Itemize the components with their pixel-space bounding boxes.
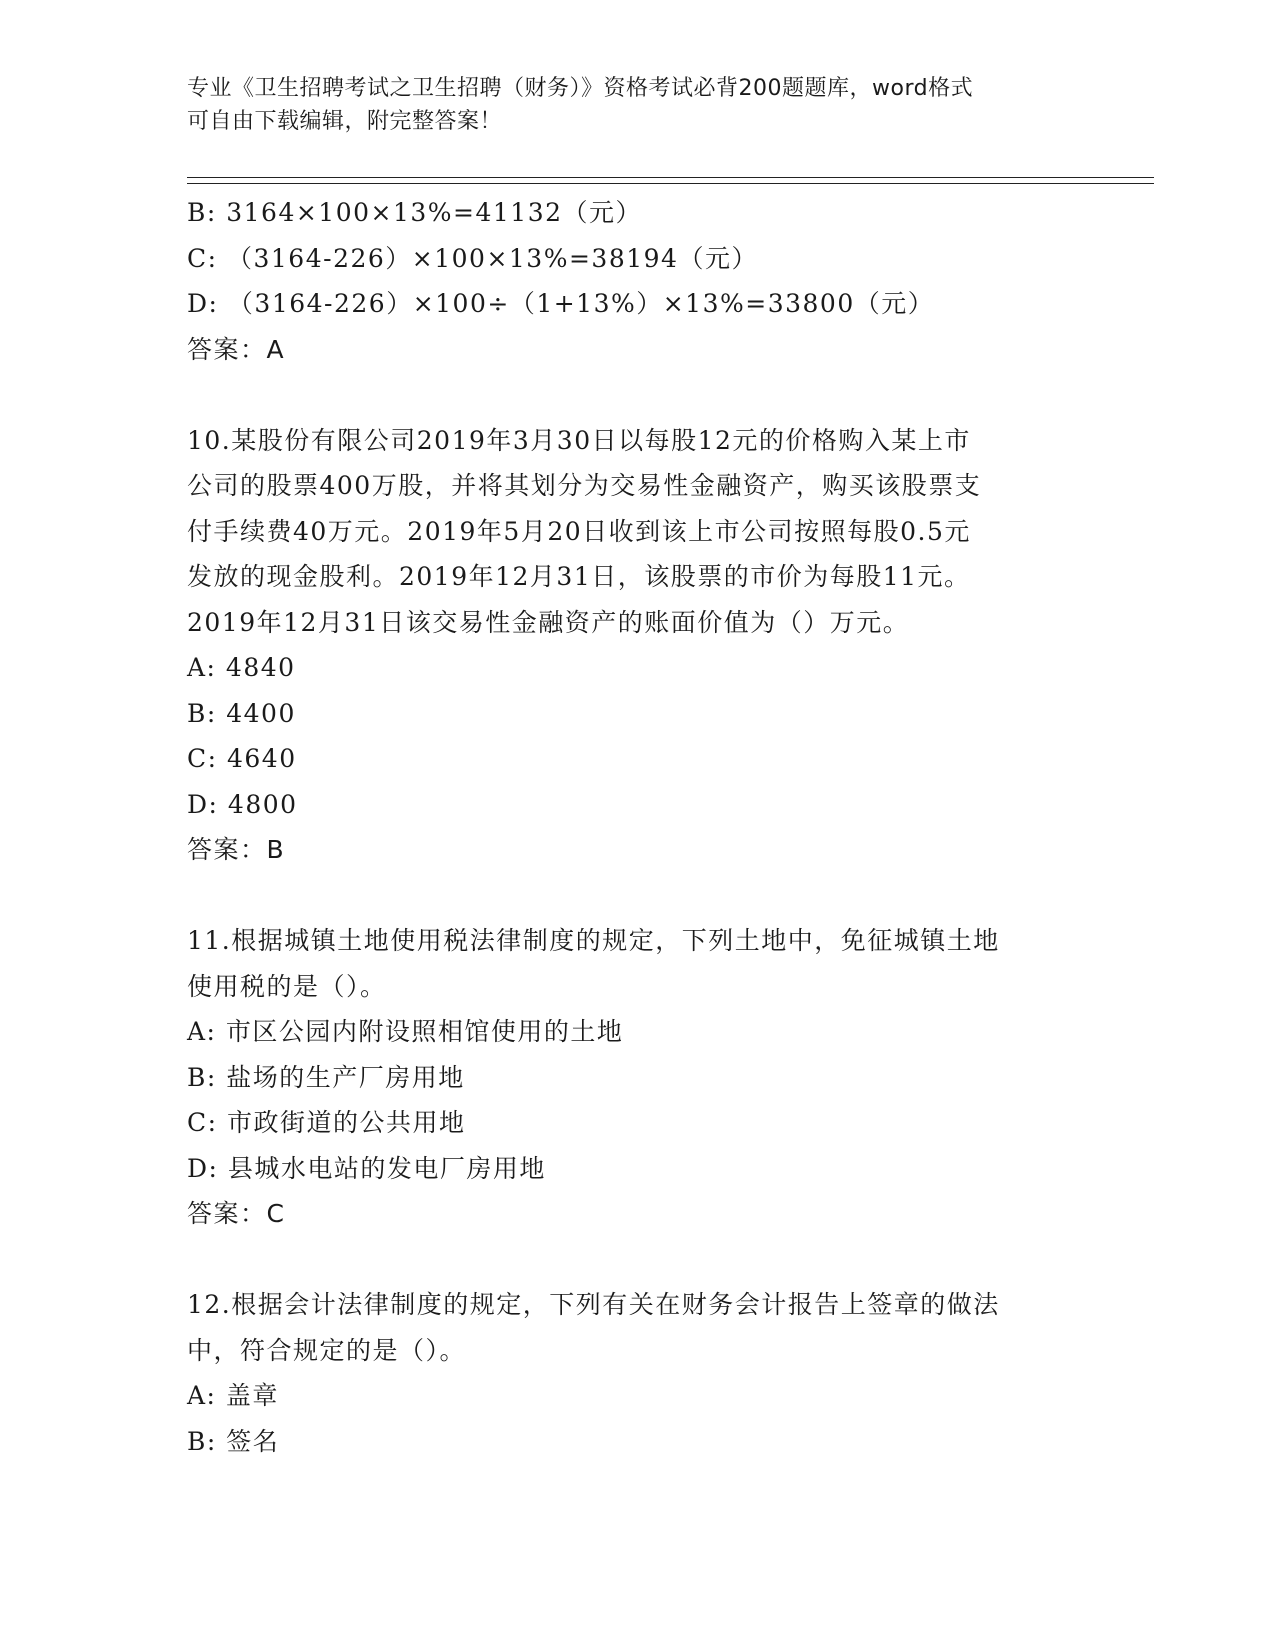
question-text-line: 11.根据城镇土地使用税法律制度的规定，下列土地中，免征城镇土地 — [187, 926, 1000, 955]
header-line-1: 专业《卫生招聘考试之卫生招聘（财务）》资格考试必背200题题库，word格式 — [187, 76, 974, 101]
answer: 答案：C — [187, 1199, 286, 1228]
question-text-line: 2019年12月31日该交易性金融资产的账面价值为（）万元。 — [187, 607, 910, 637]
question-text-line: 12.根据会计法律制度的规定，下列有关在财务会计报告上签章的做法 — [187, 1290, 1000, 1319]
option-b: B: 盐场的生产厂房用地 — [187, 1062, 465, 1092]
answer: 答案：B — [187, 835, 286, 864]
header-divider-top — [187, 177, 1154, 178]
option-d: D: 县城水电站的发电厂房用地 — [187, 1153, 546, 1183]
option-d: D: 4800 — [187, 789, 298, 819]
answer: 答案：A — [187, 334, 286, 364]
question-11 — [187, 918, 1077, 1237]
option-c: C: 4640 — [187, 744, 297, 773]
header-line-2: 可自由下载编辑，附完整答案！ — [187, 109, 503, 134]
option-c: C: （3164-226）×100×13%=38194（元） — [187, 243, 758, 273]
question-9 — [187, 190, 1077, 372]
option-b: B: 3164×100×13%=41132（元） — [187, 198, 643, 227]
spacer — [187, 873, 1077, 919]
question-body — [187, 190, 1077, 1464]
option-d: D: （3164-226）×100÷（1+13%）×13%=33800（元） — [187, 289, 935, 318]
option-b: B: 签名 — [187, 1426, 280, 1456]
question-text-line: 10.某股份有限公司2019年3月30日以每股12元的价格购入某上市 — [187, 425, 971, 455]
question-text-line: 中，符合规定的是（）。 — [187, 1335, 467, 1365]
option-c: C: 市政街道的公共用地 — [187, 1108, 466, 1137]
spacer — [187, 372, 1077, 418]
header-divider-bottom — [187, 183, 1154, 184]
spacer — [187, 1237, 1077, 1283]
option-b: B: 4400 — [187, 698, 296, 728]
question-text-line: 发放的现金股利。2019年12月31日，该股票的市价为每股11元。 — [187, 562, 971, 591]
document-header — [187, 72, 1067, 138]
question-12 — [187, 1282, 1077, 1464]
question-text-line: 使用税的是（）。 — [187, 971, 387, 1001]
option-a: A: 4840 — [187, 653, 296, 682]
option-a: A: 盖章 — [187, 1381, 279, 1410]
question-text-line: 付手续费40万元。2019年5月20日收到该上市公司按照每股0.5元 — [187, 516, 971, 546]
option-a: A: 市区公园内附设照相馆使用的土地 — [187, 1017, 624, 1046]
question-text-line: 公司的股票400万股，并将其划分为交易性金融资产，购买该股票支 — [187, 471, 982, 500]
question-10 — [187, 418, 1077, 873]
